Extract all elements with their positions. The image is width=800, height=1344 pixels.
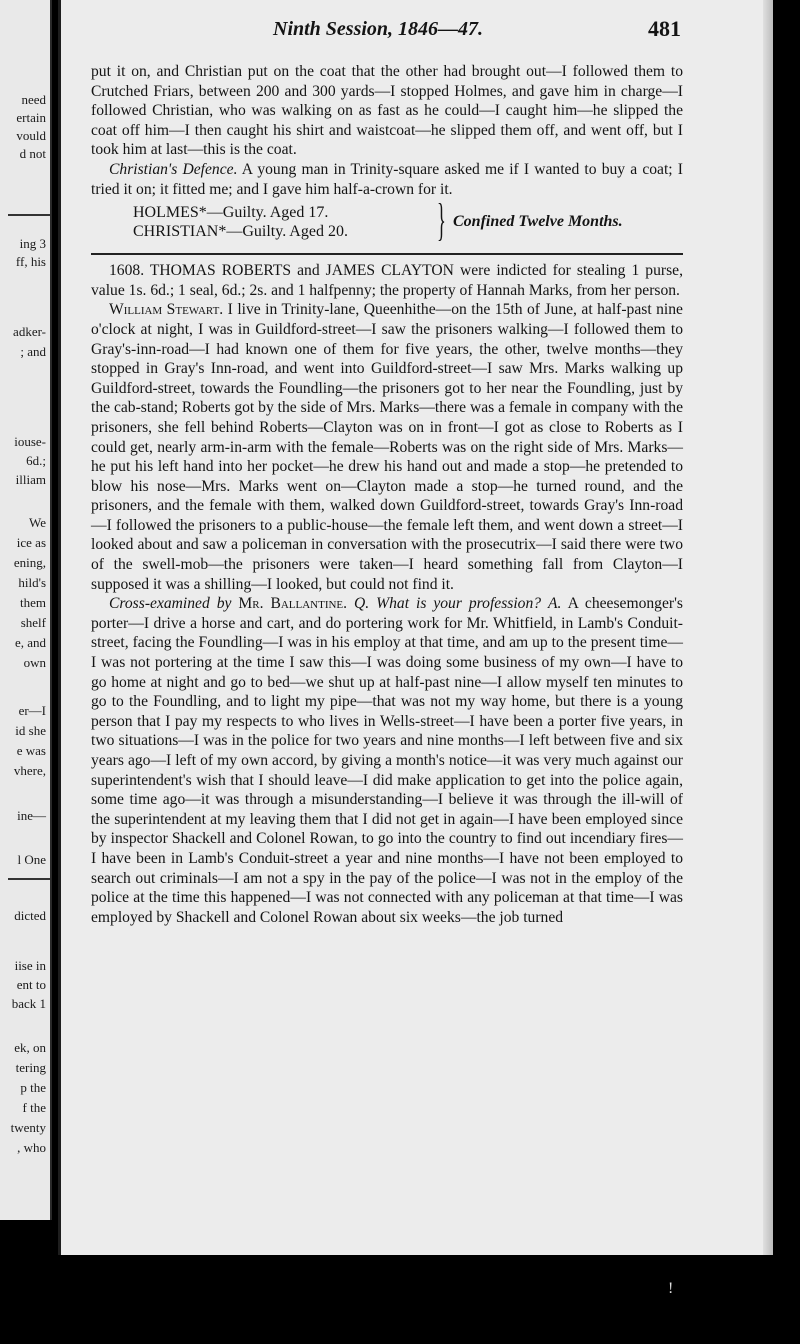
page-gutter-shadow <box>763 0 773 1255</box>
case-divider-rule <box>91 253 683 255</box>
left-fragment: l One <box>17 852 46 867</box>
left-fragment: own <box>23 655 46 670</box>
defence-paragraph <box>91 160 683 199</box>
verdict-line: CHRISTIAN*—Guilty. Aged 20. <box>133 223 348 241</box>
indictment-paragraph <box>91 261 683 300</box>
left-fragment: id she <box>15 723 46 738</box>
left-fragment: hild's <box>18 575 46 590</box>
left-fragment: ek, on <box>14 1040 46 1055</box>
left-fragment: ertain <box>16 110 46 125</box>
left-fragment: vhere, <box>13 763 46 778</box>
cross-label: Cross-examined by <box>109 595 232 613</box>
witness-paragraph <box>91 300 683 594</box>
left-fragment: adker- <box>13 324 46 339</box>
defence-text: A young man in Trinity-square asked me if I wanted to buy a coat; I tried it on; it fitted me; and I gave him half-a-crown for it. <box>91 160 683 198</box>
cross-examination-paragraph <box>91 594 683 927</box>
book-page <box>58 0 773 1255</box>
scan-mark: ! <box>668 1280 674 1297</box>
left-fragment: 6d.; <box>26 453 46 468</box>
verdict-line: HOLMES*—Guilty. Aged 17. <box>133 204 329 222</box>
running-head <box>61 14 773 44</box>
left-fragment: ening, <box>13 555 46 570</box>
left-rule <box>8 878 50 880</box>
left-rule <box>8 214 50 216</box>
session-title: Ninth Session, 1846—47. <box>273 18 484 40</box>
left-fragment: them <box>20 595 46 610</box>
left-fragment: ing 3 <box>19 236 46 251</box>
defence-label: Christian's Defence. <box>109 160 238 178</box>
left-fragment: We <box>29 515 46 530</box>
left-fragment: illiam <box>15 472 46 487</box>
verdict-block <box>91 194 683 246</box>
page-body <box>91 62 683 927</box>
left-fragment: tering <box>15 1060 46 1075</box>
left-fragment: e, and <box>14 635 46 650</box>
page-number: 481 <box>648 16 681 41</box>
indictment-text: were indicted for stealing 1 purse, value 1s. 6d.; 1 seal, 6d.; 2s. and 1 halfpenny; the property of Hannah Marks, from her person. <box>91 262 683 299</box>
answer-marker: A. <box>548 595 562 613</box>
left-fragment: iouse- <box>14 434 46 449</box>
case-number: 1608. <box>109 262 145 280</box>
left-fragment: , who <box>17 1140 46 1155</box>
witness-testimony: I live in Trinity-lane, Queenhithe—on the 15th of June, at half-past nine o'clock at night, I was in Guildford-street—I saw the prisoners walking—I followed them to Gray's-inn-road—I had known one of them for five years, the other, twelve months—they stopped in Gray's Inn-road, and went into Guildford-street—I saw Mrs. Marks walking up Guildford-street, towards the Foundling—the prisoners got to her near the Foundling, just by the cab-stand; Roberts got by the side of Mrs. Marks—there was a female in company with the prisoners, she fell behind Roberts—Clayton was on in front—I got as close to Roberts as I could get, nearly arm-in-arm with the female—Roberts was on the right side of Mrs. Marks—he put his left hand into her pocket—he drew his hand out and made a stop—he pretended to blow his nose—Mrs. Marks went on—Clayton made a stop—he turned round, and the prisoners, and the female with them, walked down Guildford-street, towards Gray's Inn-road—I followed the prisoners to a public-house—the female left them, and went down a street—I looked about and saw a policeman in conversation with the prosecutrix—I said there were two of the swell-mob—the prisoners were taken—I heard something fall from Clayton—I supposed it was a shilling—I looked, but could not find it. <box>91 301 683 593</box>
left-fragment: ine— <box>17 808 46 823</box>
sentence: Confined Twelve Months. <box>453 213 623 231</box>
defendants: THOMAS ROBERTS and JAMES CLAYTON <box>149 262 454 280</box>
left-fragment: shelf <box>20 615 46 630</box>
left-fragment: vould <box>16 128 46 143</box>
left-fragment: iise in <box>14 958 46 973</box>
left-fragment: ; and <box>20 344 46 359</box>
left-fragment: er—I <box>18 703 46 718</box>
cross-text: A cheesemonger's porter—I drive a horse and cart, and do portering work for Mr. Whitfield, in Lamb's Conduit-street, facing the Foundling—I was in his employ at that time, and am up to the present time—I was not portering at the time I saw this—I was doing some business of my own—I have to go home at night and go to bed—we shut up at half-past nine—I allow myself ten minutes to go to the Foundling, and to light my pipe—that was not my way home, but there is a young person that I pay my respects to who lives in Wells-street—I have been a porter five years, in two situations—I was in the police for two years and nine months—I left between five and six years ago—I left of my own accord, by giving a month's notice—it was very much against our superintendent's wish that I should leave—I did make application to get into the police again, some time ago—it was through a misunderstanding—I believe it was through the ill-will of the superintendent at my leaving them that I did not get in again—I have been employed since by inspector Shackell and Colonel Rowan, to go into the country to find out incendiary fires—I have been in Lamb's Conduit-street a year and nine months—I have not been employed to search out criminals—I am not a spy in the pay of the police—I was not in the employ of the police at the time this happened—I was not connected with any policeman at that time—I was employed by Shackell and Colonel Rowan about six weeks—the job turned <box>91 595 683 926</box>
counsel-name: Mr. Ballantine. <box>238 595 348 613</box>
left-fragment: ff, his <box>15 254 46 269</box>
left-fragment: f the <box>22 1100 46 1115</box>
left-fragment: dicted <box>14 908 46 923</box>
left-fragment: p the <box>20 1080 46 1095</box>
left-fragment: ice as <box>16 535 46 550</box>
left-fragment: need <box>21 92 46 107</box>
brace-symbol: } <box>437 194 446 246</box>
witness-name: William Stewart. <box>109 301 224 319</box>
verdict-names <box>133 203 348 241</box>
left-fragment: e was <box>16 743 46 758</box>
left-fragment: ent to <box>16 977 46 992</box>
testimony-paragraph: put it on, and Christian put on the coat that the other had brought out—I followed them to Crutched Friars, between 200 and 300 yards—I stopped Holmes, and gave him in charge—I followed Christian, who was walking on as fast as he could—I caught him—he slipped the coat off him—I then caught his shirt and waistcoat—he slipped them off, and went off, but I took him at last—this is the coat. <box>91 63 683 159</box>
left-fragment: d not <box>19 146 46 161</box>
question: Q. What is your profession? <box>354 595 542 613</box>
left-fragment: twenty <box>10 1120 46 1135</box>
left-fragment: back 1 <box>11 996 46 1011</box>
left-page-margin <box>0 0 52 1220</box>
